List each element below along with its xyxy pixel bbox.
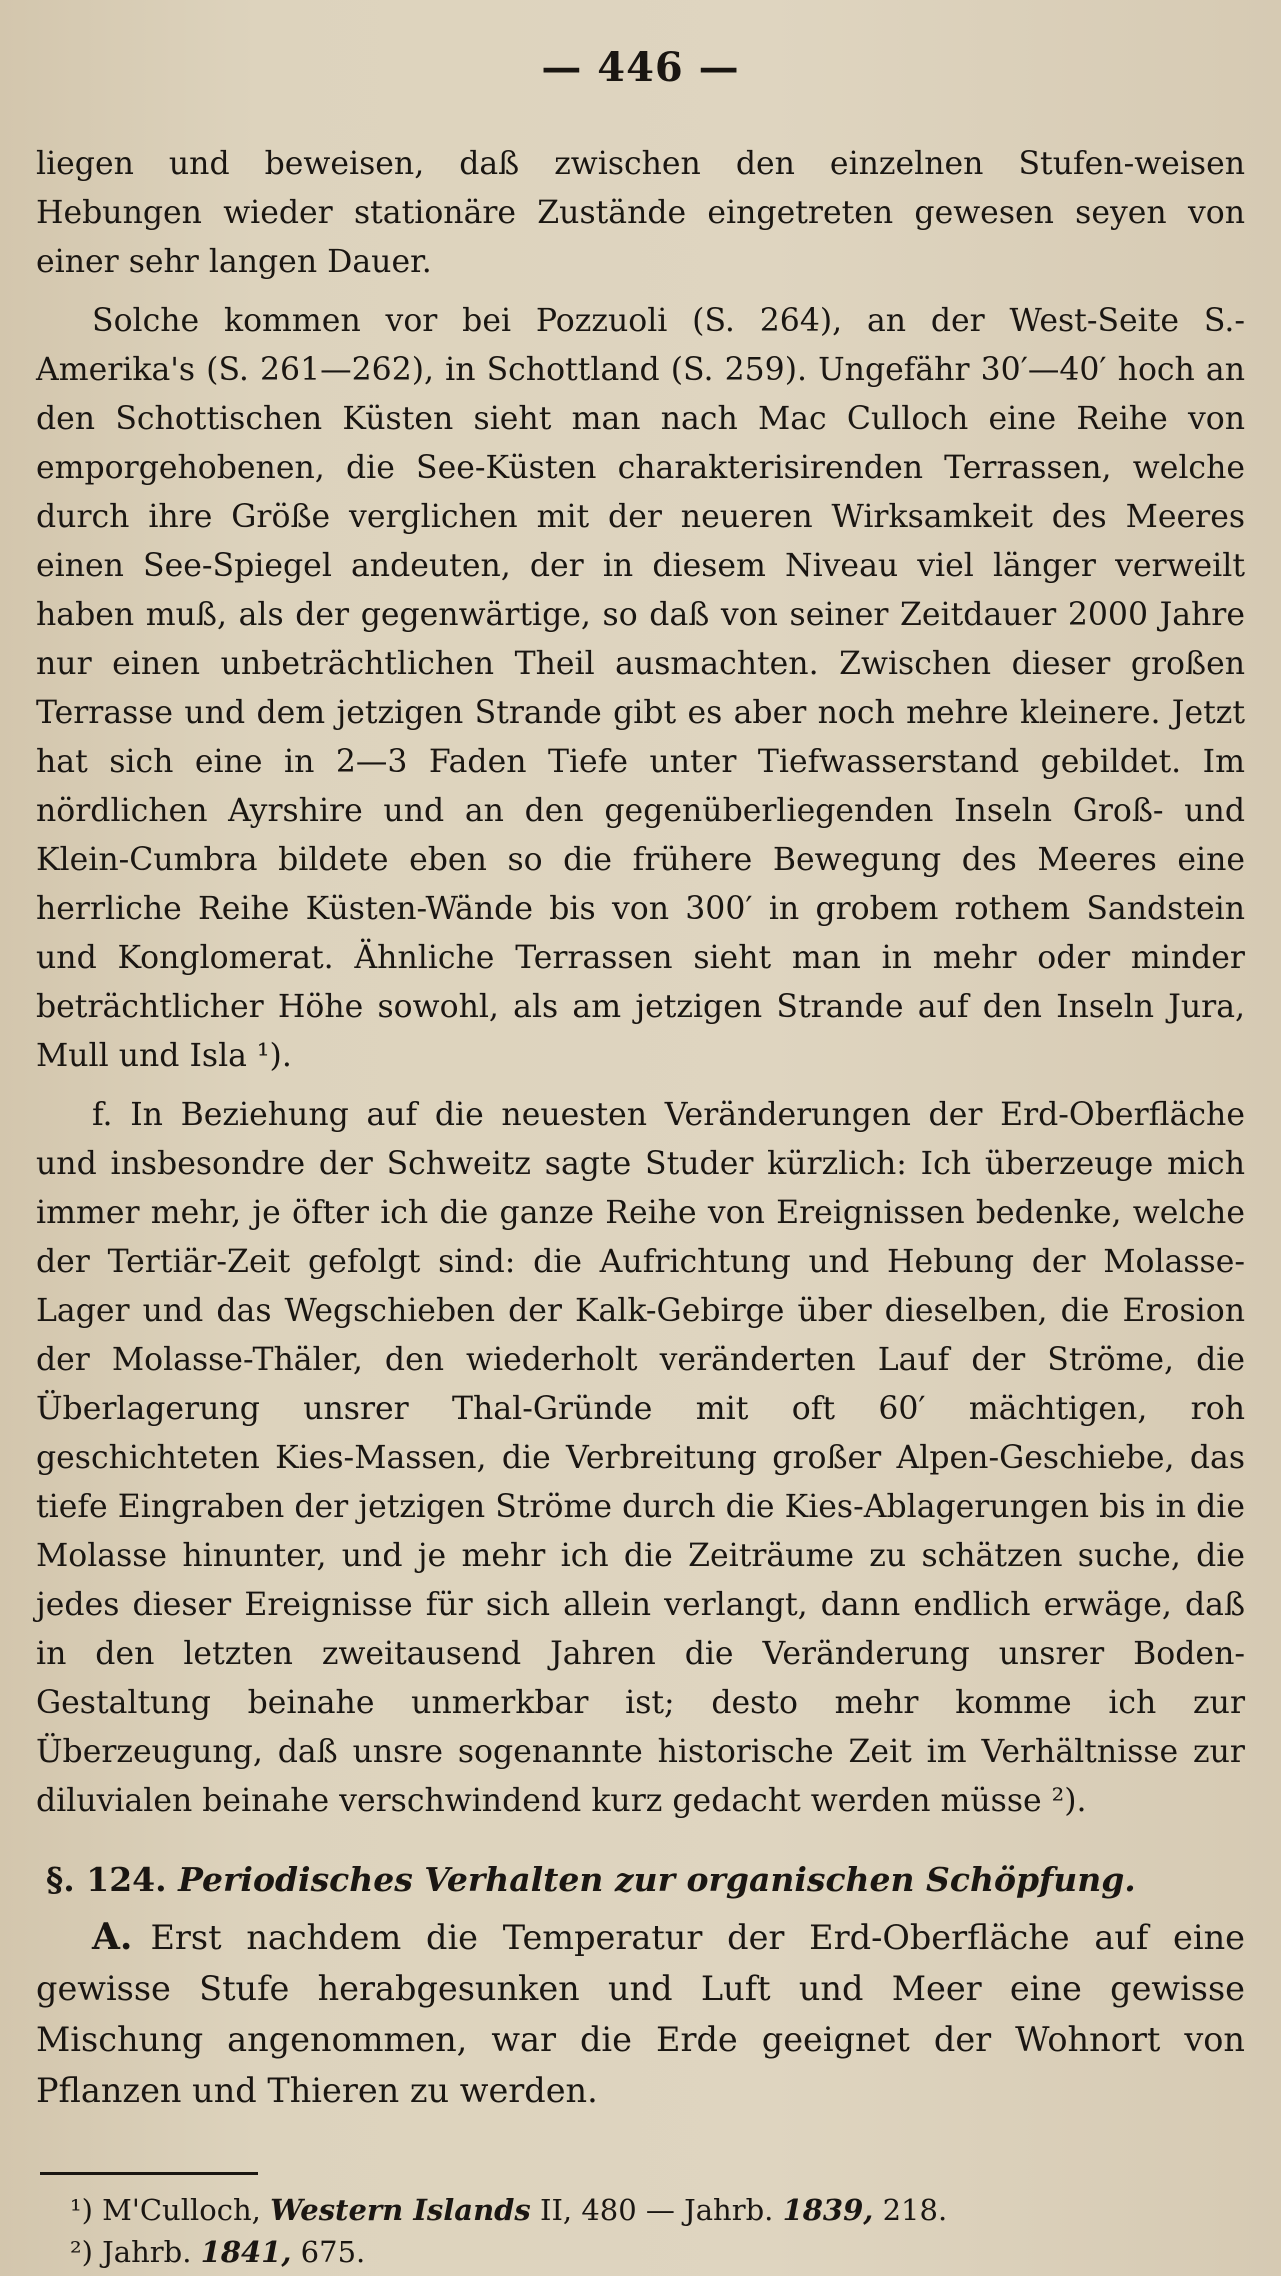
section-number: §. 124. — [46, 1860, 167, 1899]
footnote-1 — [70, 2189, 1245, 2231]
footnote-1-work: Western Islands — [270, 2193, 531, 2227]
footnote-1-page: 218. — [882, 2193, 948, 2227]
footnote-2-year: 1841, — [200, 2235, 292, 2269]
footnote-2 — [70, 2231, 1245, 2273]
footnote-1-author: M'Culloch, — [102, 2193, 261, 2227]
paragraph-terraces — [36, 297, 1245, 1081]
footnote-rule — [40, 2172, 258, 2175]
footnote-2-mark: ²) — [70, 2235, 93, 2269]
footnote-1-rest: II, 480 — Jahrb. — [539, 2193, 774, 2227]
section-lead-letter: A. — [92, 1916, 133, 1958]
paragraph-continuation — [36, 140, 1245, 287]
section-heading — [36, 1854, 1245, 1906]
section-paragraph — [36, 1912, 1245, 2116]
paragraph-3: f. In Beziehung auf die neuesten Veränderungen der Erd-Oberfläche und insbesondre der Schweitz sagte Studer kürzlich: Ich überzeuge mich immer mehr, je öfter ich die ganze Reihe von Ereignissen bedenke, welche der Tertiär-Zeit gefolgt sind: die Aufrichtung und Hebung der Molasse-Lager und das Wegschieben der Kalk-Gebirge über dieselben, die Erosion der Molasse-Thäler, den wiederholt veränderten Lauf der Ströme, die Überlagerung unsrer Thal-Gründe mit oft 60′ mächtigen, roh geschichteten Kies-Massen, die Verbreitung großer Alpen-Geschiebe, das tiefe Eingraben der jetzigen Ströme durch die Kies-Ablagerungen bis in die Molasse hinunter, und je mehr ich die Zeiträume zu schätzen suche, die jedes dieser Ereignisse für sich allein verlangt, dann endlich erwäge, daß in den letzten zweitausend Jahren die Veränderung unsrer Boden-Gestaltung beinahe unmerkbar ist; desto mehr komme ich zur Überzeugung, daß unsre sogenannte historische Zeit im Verhältnisse zur diluvialen beinahe verschwindend kurz gedacht werden müsse ²). — [36, 1097, 1245, 1819]
section-body-text: Erst nachdem die Temperatur der Erd-Oberfläche auf eine gewisse Stufe herabgesunken und Luft und Meer eine gewisse Mischung angenommen, war die Erde geeignet der Wohnort von Pflanzen und Thieren zu werden. — [36, 1918, 1245, 2110]
footnote-2-page: 675. — [300, 2235, 366, 2269]
footnote-2-source: Jahrb. — [102, 2235, 192, 2269]
paragraph-1: liegen und beweisen, daß zwischen den einzelnen Stufen-weisen Hebungen wieder stationäre Zustände eingetreten gewesen seyen von einer sehr langen Dauer. — [36, 146, 1245, 280]
paragraph-studer — [36, 1091, 1245, 1826]
section-title: Periodisches Verhalten zur organischen Schöpfung. — [178, 1860, 1136, 1899]
footnote-1-mark: ¹) — [70, 2193, 93, 2227]
paragraph-2: Solche kommen vor bei Pozzuoli (S. 264), an der West-Seite S.-Amerika's (S. 261—262), in Schottland (S. 259). Ungefähr 30′—40′ hoch an den Schottischen Küsten sieht man nach Mac Culloch eine Reihe von emporgehobenen, die See-Küsten charakterisirenden Terrassen, welche durch ihre Größe verglichen mit der neueren Wirksamkeit des Meeres einen See-Spiegel andeuten, der in diesem Niveau viel länger verweilt haben muß, als der gegenwärtige, so daß von seiner Zeitdauer 2000 Jahre nur einen unbeträchtlichen Theil ausmachten. Zwischen dieser großen Terrasse und dem jetzigen Strande gibt es aber noch mehre kleinere. Jetzt hat sich eine in 2—3 Faden Tiefe unter Tiefwasserstand gebildet. Im nördlichen Ayrshire und an den gegenüberliegenden Inseln Groß- und Klein-Cumbra bildete eben so die frühere Bewegung des Meeres eine herrliche Reihe Küsten-Wände bis von 300′ in grobem rothem Sandstein und Konglomerat. Ähnliche Terrassen sieht man in mehr oder minder beträchtlicher Höhe sowohl, als am jetzigen Strande auf den Inseln Jura, Mull und Isla ¹). — [36, 303, 1245, 1074]
footnote-1-year: 1839, — [782, 2193, 874, 2227]
page-number: — 446 — — [541, 44, 740, 91]
